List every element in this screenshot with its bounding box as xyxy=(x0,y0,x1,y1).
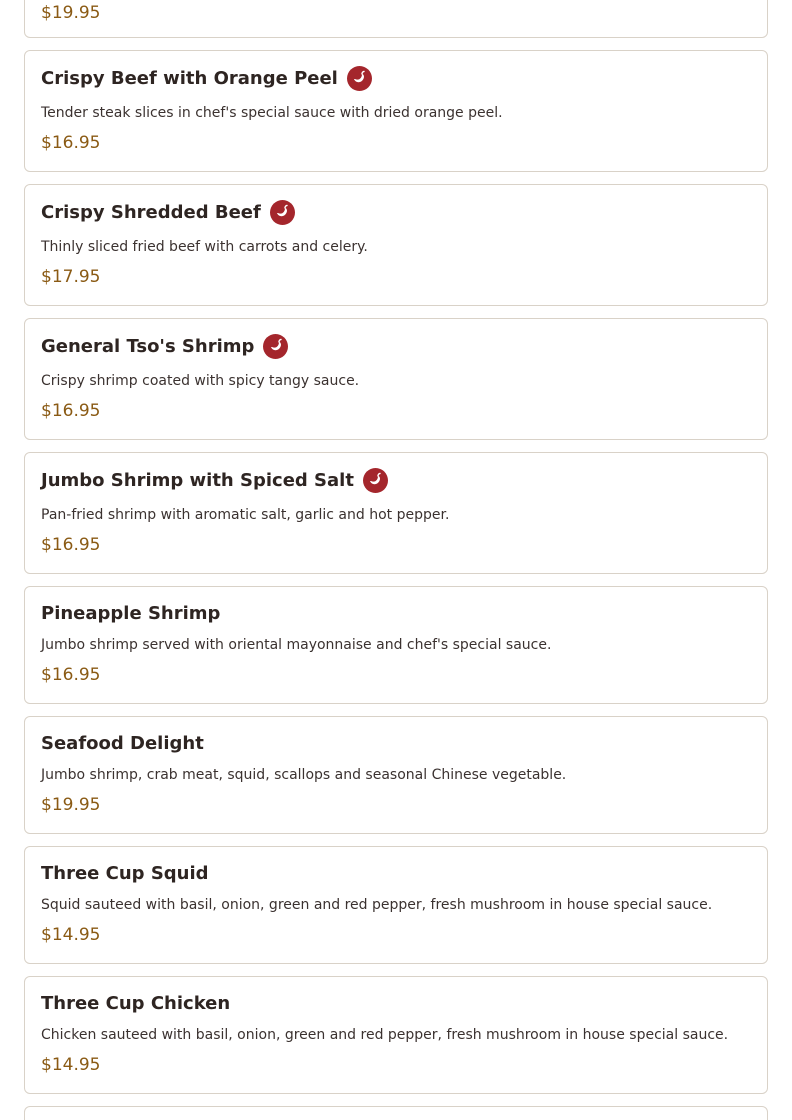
menu-item-price: $16.95 xyxy=(41,535,101,555)
menu-item-name: Crispy Shredded Beef xyxy=(41,201,261,223)
menu-item-card[interactable] xyxy=(24,1106,768,1120)
menu-item-price: $16.95 xyxy=(41,401,101,421)
menu-item-name: Jumbo Shrimp with Spiced Salt xyxy=(41,469,354,491)
menu-item-price: $19.95 xyxy=(41,3,101,23)
menu-item-title-row xyxy=(41,333,288,359)
menu-item-price: $14.95 xyxy=(41,1055,101,1075)
menu-item-card[interactable] xyxy=(24,50,768,172)
menu-item-card[interactable] xyxy=(24,184,768,306)
menu-item-title-row xyxy=(41,65,372,91)
menu-item-card[interactable] xyxy=(24,452,768,574)
menu-item-price: $17.95 xyxy=(41,267,101,287)
menu-item-title-row xyxy=(41,199,295,225)
menu-item-name: Pineapple Shrimp xyxy=(41,602,221,624)
menu-item-list xyxy=(24,0,768,1120)
menu-item-price: $16.95 xyxy=(41,665,101,685)
menu-item-title-row xyxy=(41,730,204,756)
menu-item-price: $19.95 xyxy=(41,795,101,815)
menu-item-card[interactable] xyxy=(24,846,768,964)
menu-item-card[interactable] xyxy=(24,318,768,440)
menu-item-description: Crispy shrimp coated with spicy tangy sauce. xyxy=(41,373,360,389)
menu-item-description: Tender steak slices in chef's special sauce with dried orange peel. xyxy=(41,105,503,121)
chili-pepper-icon xyxy=(270,200,295,225)
menu-item-card[interactable] xyxy=(24,716,768,834)
menu-item-card[interactable] xyxy=(24,586,768,704)
menu-item-title-row xyxy=(41,860,209,886)
chili-pepper-icon xyxy=(347,66,372,91)
menu-item-description: Thinly sliced fried beef with carrots and celery. xyxy=(41,239,368,255)
menu-item-description: Jumbo shrimp served with oriental mayonnaise and chef's special sauce. xyxy=(41,637,552,653)
menu-item-description: Jumbo shrimp, crab meat, squid, scallops and seasonal Chinese vegetable. xyxy=(41,767,567,783)
menu-item-description: Squid sauteed with basil, onion, green and red pepper, fresh mushroom in house special sauce. xyxy=(41,897,713,913)
chili-pepper-icon xyxy=(363,468,388,493)
menu-item-title-row xyxy=(41,600,220,626)
menu-item-description: Chicken sauteed with basil, onion, green and red pepper, fresh mushroom in house special sauce. xyxy=(41,1027,729,1043)
menu-item-description: Pan-fried shrimp with aromatic salt, garlic and hot pepper. xyxy=(41,507,450,523)
menu-item-name: General Tso's Shrimp xyxy=(41,335,255,357)
menu-item-name: Three Cup Chicken xyxy=(41,992,231,1014)
menu-item-price: $14.95 xyxy=(41,925,101,945)
menu-item-name: Three Cup Squid xyxy=(41,862,209,884)
chili-pepper-icon xyxy=(263,334,288,359)
menu-item-title-row xyxy=(41,990,230,1016)
menu-item-card[interactable] xyxy=(24,976,768,1094)
menu-item-title-row xyxy=(41,467,388,493)
menu-item-name: Crispy Beef with Orange Peel xyxy=(41,67,338,89)
menu-item-price: $16.95 xyxy=(41,133,101,153)
menu-item-name: Seafood Delight xyxy=(41,732,204,754)
menu-item-card[interactable] xyxy=(24,0,768,38)
